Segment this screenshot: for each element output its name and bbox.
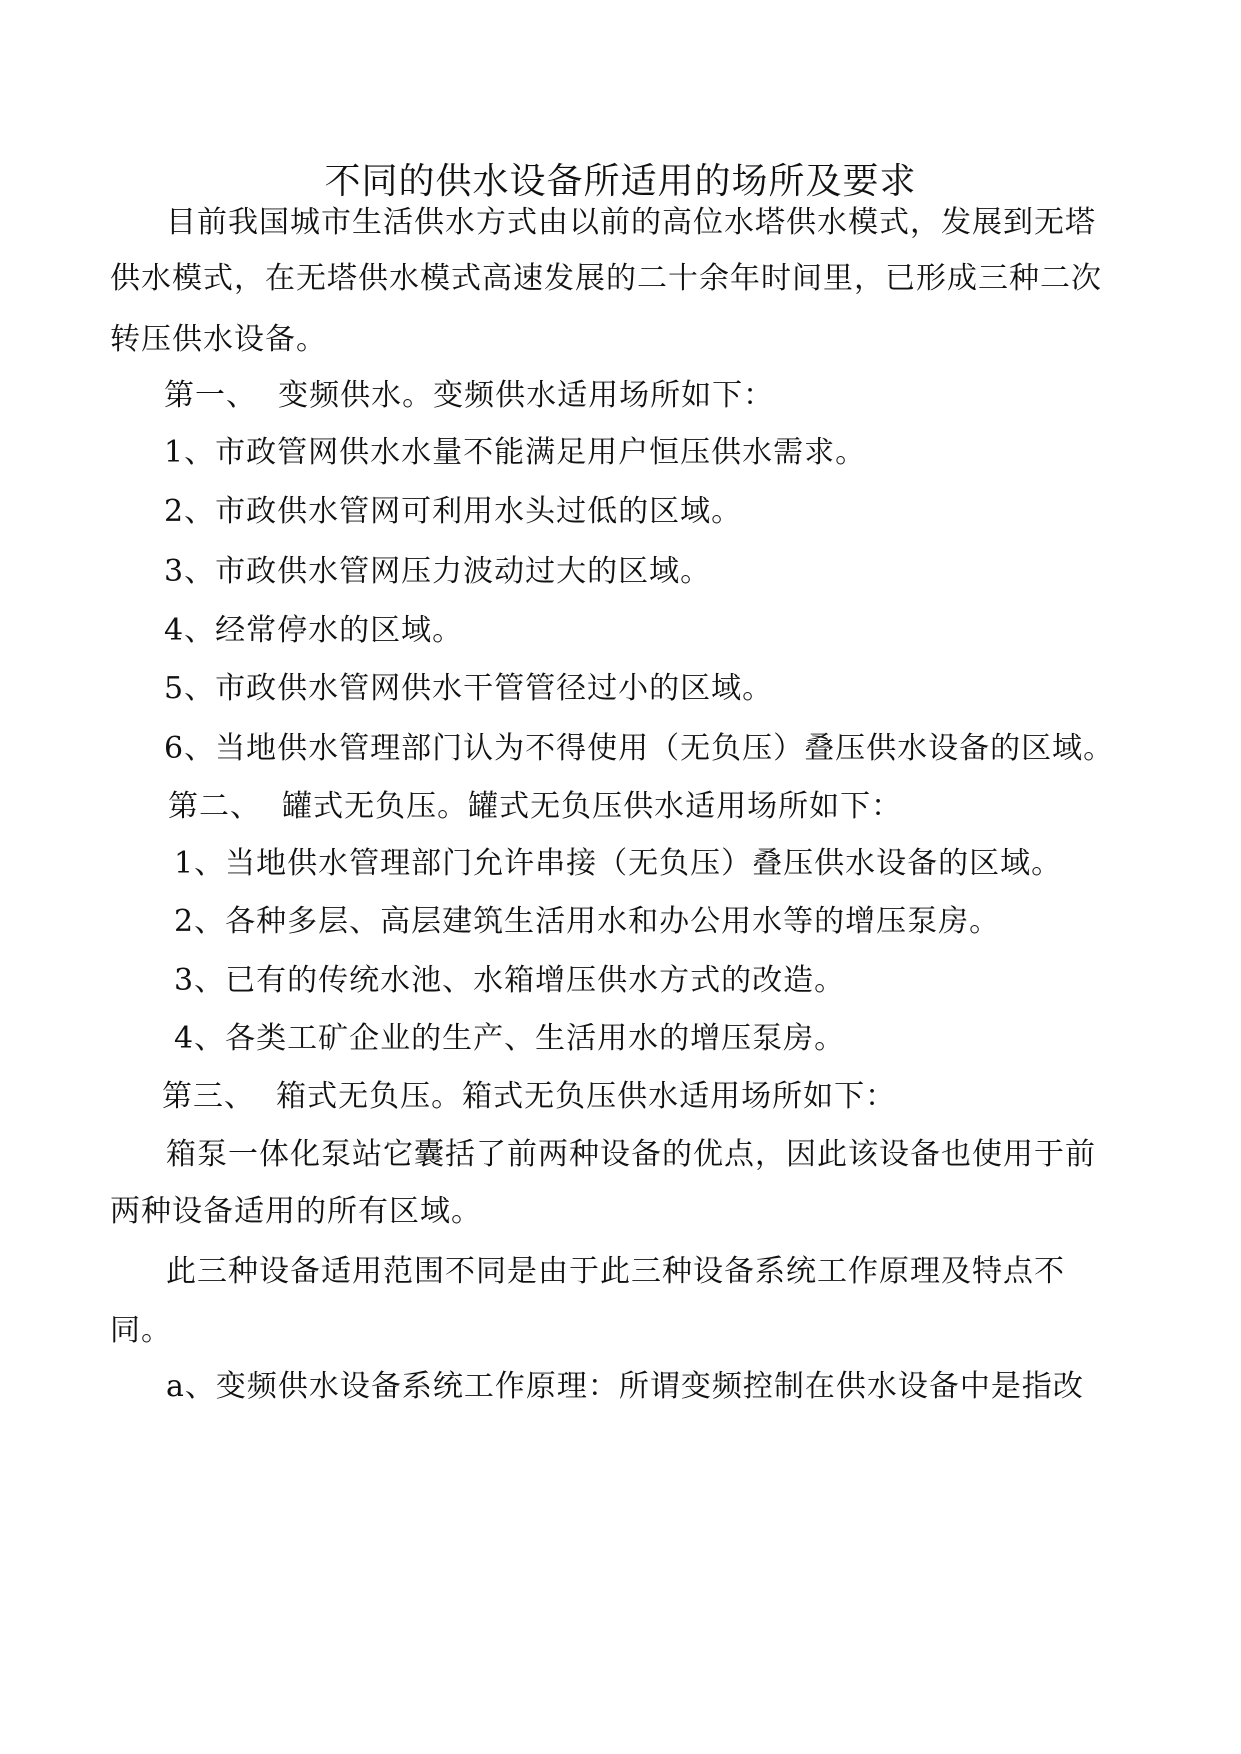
section2-item-1: 1、当地供水管理部门允许串接（无负压）叠压供水设备的区域。 — [174, 846, 1063, 881]
section1-item-5: 5、市政供水管网供水干管管径过小的区域。 — [164, 671, 774, 706]
summary-line-2: 同。 — [110, 1313, 172, 1348]
section1-item-4: 4、经常停水的区域。 — [164, 613, 464, 648]
document-title: 不同的供水设备所适用的场所及要求 — [324, 161, 917, 202]
section1-item-6: 6、当地供水管理部门认为不得使用（无负压）叠压供水设备的区域。 — [164, 731, 1115, 766]
section3-paragraph-line-1: 箱泵一体化泵站它囊括了前两种设备的优点，因此该设备也使用于前 — [166, 1137, 1096, 1172]
section1-item-1: 1、市政管网供水水量不能满足用户恒压供水需求。 — [164, 435, 867, 470]
section1-item-2: 2、市政供水管网可利用水头过低的区域。 — [164, 494, 743, 529]
principle-line: a、变频供水设备系统工作原理：所谓变频控制在供水设备中是指改 — [166, 1369, 1084, 1404]
section1-item-3: 3、市政供水管网压力波动过大的区域。 — [164, 554, 712, 589]
section2-item-2: 2、各种多层、高层建筑生活用水和办公用水等的增压泵房。 — [174, 904, 1001, 939]
intro-line-1: 目前我国城市生活供水方式由以前的高位水塔供水模式，发展到无塔 — [166, 205, 1096, 240]
section1-heading: 第一、 变频供水。变频供水适用场所如下： — [164, 378, 775, 413]
intro-line-2: 供水模式，在无塔供水模式高速发展的二十余年时间里，已形成三种二次 — [110, 261, 1102, 296]
section2-item-3: 3、已有的传统水池、水箱增压供水方式的改造。 — [174, 963, 846, 998]
section3-paragraph-line-2: 两种设备适用的所有区域。 — [110, 1194, 482, 1229]
intro-line-3: 转压供水设备。 — [110, 322, 327, 357]
section2-heading: 第二、 罐式无负压。罐式无负压供水适用场所如下： — [168, 789, 903, 824]
section2-item-4: 4、各类工矿企业的生产、生活用水的增压泵房。 — [174, 1021, 846, 1056]
section3-heading: 第三、 箱式无负压。箱式无负压供水适用场所如下： — [162, 1079, 897, 1114]
summary-line-1: 此三种设备适用范围不同是由于此三种设备系统工作原理及特点不 — [166, 1254, 1065, 1289]
